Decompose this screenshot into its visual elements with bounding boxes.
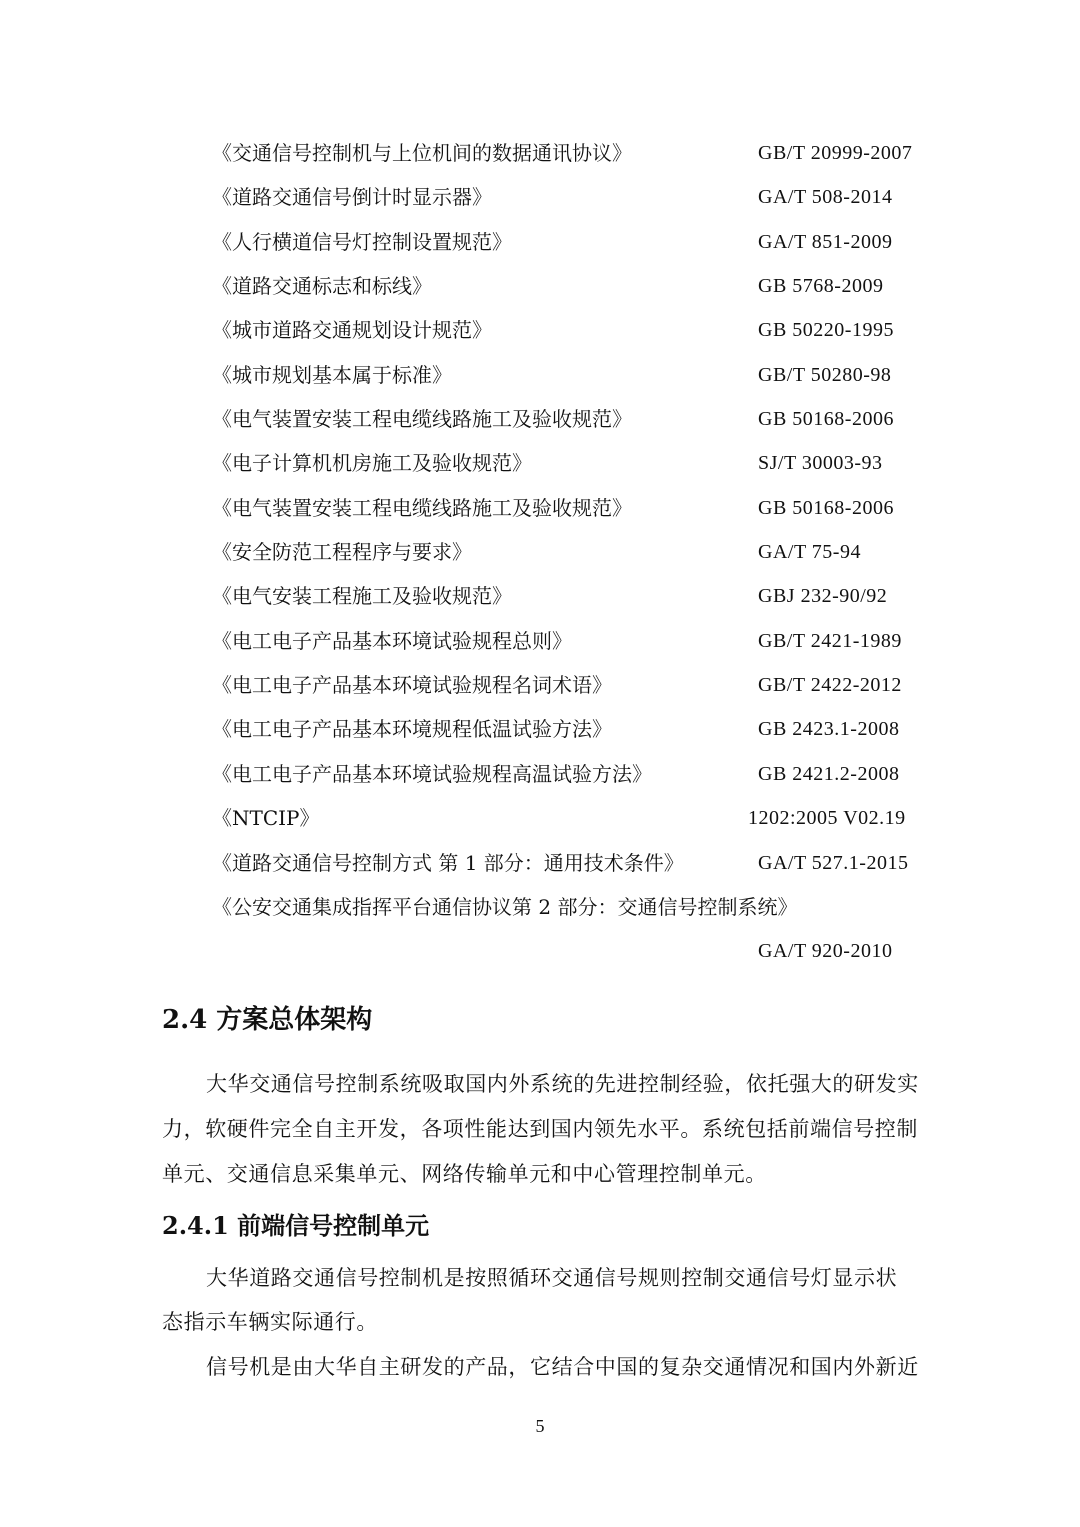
standard-row — [212, 803, 922, 833]
standard-row — [212, 448, 922, 478]
standard-row — [212, 537, 922, 567]
paragraph-line: 信号机是由大华自主研发的产品，它结合中国的复杂交通情况和国内外新近 — [206, 1355, 919, 1379]
standard-code: SJ/T 30003-93 — [758, 452, 883, 474]
standard-title: 《NTCIP》 — [212, 806, 320, 830]
standard-row — [212, 848, 922, 878]
standard-code: GB 50168-2006 — [758, 408, 894, 430]
page-number: 5 — [535, 1416, 545, 1436]
standard-code: GA/T 920-2010 — [758, 940, 893, 962]
standard-title: 《电气装置安装工程电缆线路施工及验收规范》 — [212, 496, 632, 520]
standard-code: GA/T 75-94 — [758, 541, 861, 563]
standard-title: 《电工电子产品基本环境试验规程高温试验方法》 — [212, 762, 652, 786]
standard-row — [212, 493, 922, 523]
standard-row — [212, 936, 922, 966]
paragraph-line: 态指示车辆实际通行。 — [162, 1310, 378, 1334]
standard-row — [212, 227, 922, 257]
standard-row — [212, 182, 922, 212]
standard-code: GB 2423.1-2008 — [758, 718, 900, 740]
standard-row — [212, 404, 922, 434]
standard-title: 《城市道路交通规划设计规范》 — [212, 318, 492, 342]
standard-title: 《电子计算机机房施工及验收规范》 — [212, 451, 532, 475]
standard-title: 《道路交通标志和标线》 — [212, 274, 432, 298]
standard-row — [212, 138, 922, 168]
standard-code: GB 50220-1995 — [758, 319, 894, 341]
standard-row — [212, 271, 922, 301]
standard-code: GA/T 851-2009 — [758, 231, 893, 253]
standard-row — [212, 581, 922, 611]
standard-title: 《交通信号控制机与上位机间的数据通讯协议》 — [212, 141, 632, 165]
section-heading-2-4: 2.4 方案总体架构 — [162, 1005, 373, 1035]
standard-title: 《电工电子产品基本环境规程低温试验方法》 — [212, 717, 612, 741]
standard-title: 《电气装置安装工程电缆线路施工及验收规范》 — [212, 407, 632, 431]
standard-row — [212, 759, 922, 789]
standard-code: GB/T 2421-1989 — [758, 630, 902, 652]
standard-title: 《人行横道信号灯控制设置规范》 — [212, 230, 512, 254]
standard-row — [212, 626, 922, 656]
standard-title: 《道路交通信号控制方式 第 1 部分：通用技术条件》 — [212, 851, 684, 875]
standard-code: GB/T 50280-98 — [758, 364, 892, 386]
paragraph-line: 大华交通信号控制系统吸取国内外系统的先进控制经验，依托强大的研发实 — [206, 1072, 919, 1096]
standard-code: GA/T 508-2014 — [758, 186, 893, 208]
section-heading-2-4-1: 2.4.1 前端信号控制单元 — [162, 1211, 430, 1240]
standard-code: GB 50168-2006 — [758, 497, 894, 519]
standard-code: GB/T 2422-2012 — [758, 674, 902, 696]
standard-row — [212, 360, 922, 390]
standard-row — [212, 714, 922, 744]
standard-code: GB 5768-2009 — [758, 275, 884, 297]
standard-title: 《公安交通集成指挥平台通信协议第 2 部分：交通信号控制系统》 — [212, 895, 798, 919]
standard-title: 《城市规划基本属于标准》 — [212, 363, 452, 387]
standard-title: 《电工电子产品基本环境试验规程总则》 — [212, 629, 572, 653]
paragraph-line: 单元、交通信息采集单元、网络传输单元和中心管理控制单元。 — [162, 1162, 767, 1186]
standard-code: 1202:2005 V02.19 — [748, 807, 906, 829]
paragraph-line: 大华道路交通信号控制机是按照循环交通信号规则控制交通信号灯显示状 — [206, 1266, 898, 1290]
standard-title: 《电气安装工程施工及验收规范》 — [212, 584, 512, 608]
standard-title: 《道路交通信号倒计时显示器》 — [212, 185, 492, 209]
standard-code: GB 2421.2-2008 — [758, 763, 900, 785]
standard-title: 《安全防范工程程序与要求》 — [212, 540, 472, 564]
paragraph-line: 力，软硬件完全自主开发，各项性能达到国内领先水平。系统包括前端信号控制 — [162, 1117, 918, 1141]
standard-code: GA/T 527.1-2015 — [758, 852, 909, 874]
standard-title: 《电工电子产品基本环境试验规程名词术语》 — [212, 673, 612, 697]
standard-code: GB/T 20999-2007 — [758, 142, 913, 164]
standard-code: GBJ 232-90/92 — [758, 585, 888, 607]
standard-row — [212, 892, 922, 922]
standard-row — [212, 315, 922, 345]
standard-row — [212, 670, 922, 700]
